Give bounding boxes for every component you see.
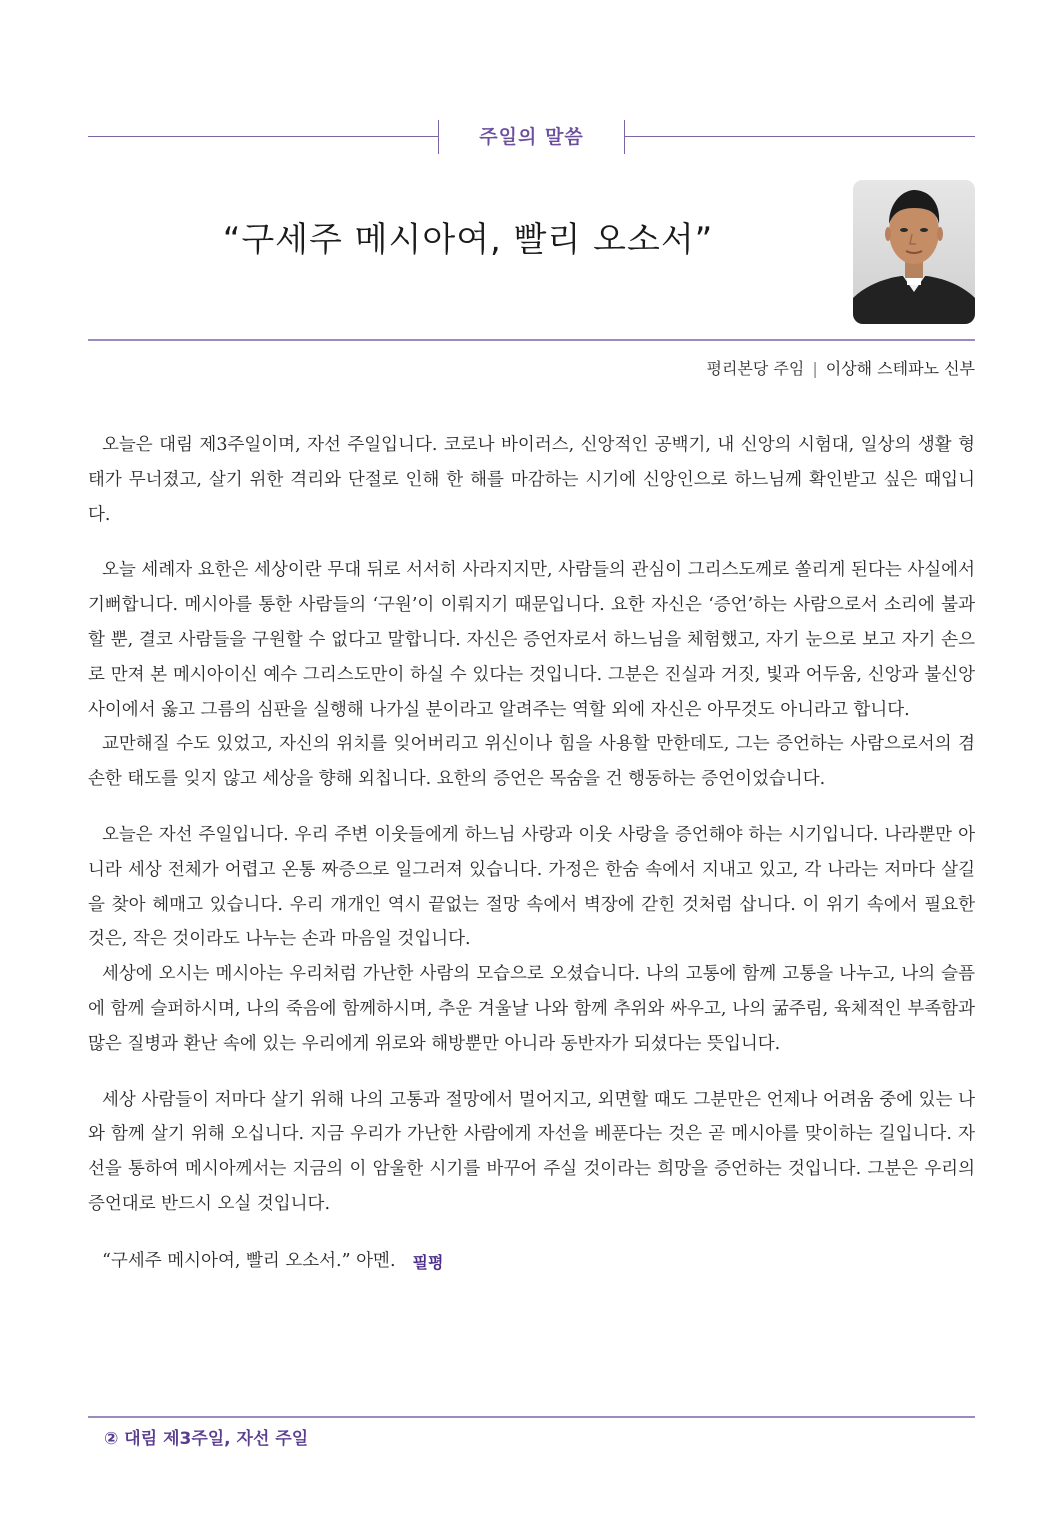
byline (707, 356, 976, 379)
portrait-image (853, 180, 975, 324)
byline-separator: | (812, 359, 818, 378)
closing-line (88, 1244, 975, 1279)
byline-role: 평리본당 주임 (706, 359, 805, 378)
closing-text: “구세주 메시아여, 빨리 오소서.” 아멘. (102, 1250, 396, 1271)
paragraph-1: 오늘은 대림 제3주일이며, 자선 주일입니다. 코로나 바이러스, 신앙적인 공백기, 내 신앙의 시험대, 일상의 생활 형태가 무너졌고, 살기 위한 격리와 단절로 인해 한 해를 마감하는 시기에 신앙인으로 하느님께 확인받고 싶은 때입니다. (88, 435, 975, 525)
page-footer: ② 대림 제3주일, 자선 주일 (104, 1429, 309, 1449)
byline-author: 이상해 스테파노 신부 (825, 359, 975, 378)
footer-divider (88, 1416, 975, 1418)
article-body (88, 428, 975, 1279)
paragraph-6: 세상 사람들이 저마다 살기 위해 나의 고통과 절망에서 멀어지고, 외면할 때도 그분만은 언제나 어려움 중에 있는 나와 함께 살기 위해 오십니다. 지금 우리가 가난한 사람에게 자선을 베푼다는 것은 곧 메시아를 맞이하는 길입니다. 자선을 통하여 메시아께서는 지금의 이 암울한 시기를 바꾸어 주실 것이라는 희망을 증언하는 것입니다. 그분은 우리의 증언대로 반드시 오실 것입니다. (88, 1089, 975, 1214)
article-title: “구세주 메시아여, 빨리 오소서” (222, 220, 714, 260)
section-label: 주일의 말씀 (479, 126, 584, 148)
header-tick-right (624, 120, 625, 154)
section-header (88, 118, 975, 156)
paragraph-2: 오늘 세례자 요한은 세상이란 무대 뒤로 서서히 사라지지만, 사람들의 관심이 그리스도께로 쏠리게 된다는 사실에서 기뻐합니다. 메시아를 통한 사람들의 ‘구원’이 이뤄지기 때문입니다. 요한 자신은 ‘증언’하는 사람으로서 소리에 불과할 뿐, 결코 사람들을 구원할 수 없다고 말합니다. 자신은 증언자로서 하느님을 체험했고, 자기 눈으로 보고 자기 손으로 만져 본 메시아이신 예수 그리스도만이 하실 수 있다는 것입니다. 그분은 진실과 거짓, 빛과 어두움, 신앙과 불신앙 사이에서 옳고 그름의 심판을 실행해 나가실 분이라고 알려주는 역할 외에 자신은 아무것도 아니라고 합니다. (88, 560, 975, 720)
title-divider (88, 339, 975, 341)
priest-portrait (853, 180, 975, 324)
paragraph-4: 오늘은 자선 주일입니다. 우리 주변 이웃들에게 하느님 사랑과 이웃 사랑을 증언해야 하는 시기입니다. 나라뿐만 아니라 세상 전체가 어렵고 온통 짜증으로 일그러져 있습니다. 가정은 한숨 속에서 지내고 있고, 각 나라는 저마다 살길을 찾아 헤매고 있습니다. 우리 개개인 역시 끝없는 절망 속에서 벽장에 갇힌 것처럼 삽니다. 이 위기 속에서 필요한 것은, 작은 것이라도 나누는 손과 마음일 것입니다. (88, 824, 975, 950)
header-rule-right (625, 136, 975, 137)
paragraph-3: 교만해질 수도 있었고, 자신의 위치를 잊어버리고 위신이나 힘을 사용할 만한데도, 그는 증언하는 사람으로서의 겸손한 태도를 잊지 않고 세상을 향해 외칩니다. 요한의 증언은 목숨을 건 행동하는 증언이었습니다. (88, 734, 975, 790)
paragraph-5: 세상에 오시는 메시아는 우리처럼 가난한 사람의 모습으로 오셨습니다. 나의 고통에 함께 고통을 나누고, 나의 슬픔에 함께 슬퍼하시며, 나의 죽음에 함께하시며, 추운 겨울날 나와 함께 추위와 싸우고, 나의 굶주림, 육체적인 부족함과 많은 질병과 환난 속에 있는 우리에게 위로와 해방뿐만 아니라 동반자가 되셨다는 뜻입니다. (88, 964, 975, 1054)
end-mark: 필평 (412, 1252, 444, 1272)
